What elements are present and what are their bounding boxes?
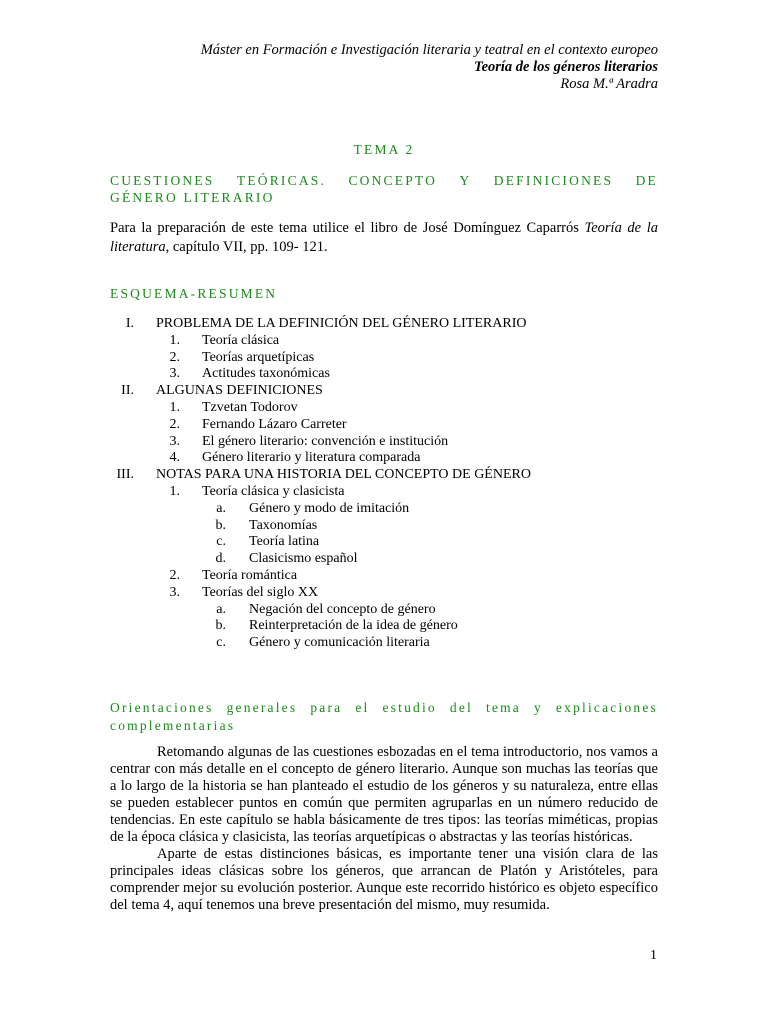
outline-item-text: Clasicismo español — [249, 551, 358, 567]
title-word: Y — [459, 173, 472, 188]
outline-item-number: 1. — [169, 332, 180, 348]
outline-item-text: Género y comunicación literaria — [249, 635, 430, 651]
outline-item-number: 4. — [169, 450, 180, 466]
body-paragraph-1: Retomando algunas de las cuestiones esbozadas en el tema introductorio, nos vamos a centrar con más detalle en el concepto de género literario. Aunque son muchas las teorías que a lo largo de la historia se han planteado el estudio de los géneros y su naturaleza, entre ellas se pueden establecer puntos en común que permiten agruparlas en un número reducido de tendencias. En este capítulo se habla básicamente de tres tipos: las teorías miméticas, propias de la época clásica y clasicista, las teorías arquetípicas o abstractas y las teorías históricas. — [110, 744, 658, 845]
outline-item-level-3 — [0, 550, 768, 567]
outline-item-text: El género literario: convención e institución — [202, 433, 449, 449]
outline-item-number: III. — [116, 467, 134, 483]
topic-title-line-2: GÉNERO LITERARIO — [110, 190, 275, 205]
outline-item-level-2 — [0, 449, 768, 466]
body-text — [110, 744, 658, 914]
page-header — [201, 42, 658, 93]
title-word: CUESTIONES — [110, 173, 215, 188]
outline-item-level-3 — [0, 617, 768, 634]
outline-item-text: Teorías del siglo XX — [202, 584, 319, 600]
guidelines-heading-line-2: complementarias — [110, 718, 236, 733]
topic-number: TEMA 2 — [353, 142, 415, 157]
body-paragraph-2: Aparte de estas distinciones básicas, es importante tener una visión clara de las principales ideas clásicas sobre los géneros, que arrancan de Platón y Aristóteles, para comprender mejor su evolución posterior. Aunque este recorrido histórico es objeto específico del tema 4, aquí tenemos una breve presentación del mismo, muy resumida. — [110, 846, 658, 913]
guidelines-word: generales — [226, 700, 298, 715]
outline-item-number: d. — [215, 551, 226, 567]
section-heading-summary: ESQUEMA-RESUMEN — [110, 286, 278, 301]
outline-item-level-2 — [0, 349, 768, 366]
outline-item-text: PROBLEMA DE LA DEFINICIÓN DEL GÉNERO LITERARIO — [156, 316, 527, 331]
outline-item-level-1 — [0, 466, 768, 483]
section-heading-guidelines — [110, 699, 658, 735]
outline-item-text: Actitudes taxonómicas — [202, 366, 330, 382]
outline-item-text: Teorías arquetípicas — [202, 349, 315, 365]
guidelines-heading-line-1 — [110, 699, 658, 717]
outline-item-number: a. — [216, 601, 226, 617]
outline-item-number: 2. — [169, 349, 180, 365]
outline-item-text: Negación del concepto de género — [249, 601, 436, 617]
title-word: CONCEPTO — [348, 173, 438, 188]
guidelines-word: estudio — [382, 700, 437, 715]
title-word: TEÓRICAS. — [236, 173, 327, 188]
header-subject: Teoría de los géneros literarios — [474, 59, 658, 75]
outline-item-text: Fernando Lázaro Carreter — [202, 416, 347, 432]
outline-item-number: b. — [215, 618, 226, 634]
outline-item-text: Tzvetan Todorov — [202, 400, 298, 415]
outline-item-level-1 — [0, 315, 768, 332]
intro-text-1: Para la preparación de este tema utilice el libro de José Domínguez Caparrós — [110, 220, 585, 236]
intro-paragraph — [110, 219, 658, 257]
outline-item-level-2 — [0, 365, 768, 382]
outline-item-level-3 — [0, 517, 768, 534]
outline-item-text: Teoría latina — [249, 534, 320, 550]
guidelines-word: y — [533, 700, 543, 715]
outline-item-number: 3. — [169, 584, 180, 600]
outline-item-text: Género literario y literatura comparada — [202, 450, 421, 466]
outline-item-level-2 — [0, 433, 768, 450]
page-number: 1 — [650, 948, 657, 963]
outline-item-level-2 — [0, 399, 768, 416]
outline-item-level-2 — [0, 483, 768, 500]
outline-item-number: a. — [216, 500, 226, 516]
outline-item-text: Género y modo de imitación — [249, 500, 410, 516]
outline-item-level-3 — [0, 634, 768, 651]
outline-item-level-3 — [0, 601, 768, 618]
outline-item-number: I. — [125, 316, 134, 331]
guidelines-word: explicaciones — [555, 700, 658, 715]
outline-item-level-2 — [0, 416, 768, 433]
outline-item-level-1 — [0, 382, 768, 399]
header-course: Máster en Formación e Investigación literaria y teatral en el contexto europeo — [200, 42, 658, 58]
topic-title — [110, 172, 658, 206]
outline-item-number: 3. — [169, 433, 180, 449]
outline-item-level-2 — [0, 332, 768, 349]
outline-item-number: b. — [215, 517, 226, 533]
outline-item-text: Teoría clásica y clasicista — [202, 484, 345, 499]
outline-item-text: Teoría clásica — [202, 332, 280, 348]
outline-item-number: c. — [216, 635, 226, 651]
outline-item-level-2 — [0, 567, 768, 584]
outline-item-level-3 — [0, 500, 768, 517]
outline-item-number: 2. — [169, 568, 180, 583]
outline-item-number: 1. — [169, 400, 180, 415]
outline-item-level-3 — [0, 533, 768, 550]
outline-item-number: II. — [121, 383, 134, 399]
outline-item-text: ALGUNAS DEFINICIONES — [156, 383, 323, 399]
outline-item-text: Taxonomías — [249, 517, 318, 533]
header-author: Rosa M.ª Aradra — [560, 76, 658, 92]
guidelines-word: del — [449, 700, 473, 715]
outline-item-text: Reinterpretación de la idea de género — [249, 618, 458, 634]
title-word: DE — [635, 173, 658, 188]
outline-item-number: c. — [216, 534, 226, 550]
intro-book-title: Teoría de la literatura — [110, 220, 658, 255]
title-word: DEFINICIONES — [493, 173, 614, 188]
guidelines-word: tema — [485, 700, 521, 715]
topic-title-line-1 — [110, 172, 658, 189]
outline-item-number: 1. — [169, 484, 180, 499]
outline-item-number: 3. — [169, 366, 180, 382]
guidelines-word: para — [310, 700, 343, 715]
guidelines-word: Orientaciones — [110, 700, 214, 715]
outline-item-text: Teoría romántica — [202, 568, 298, 583]
guidelines-word: el — [355, 700, 370, 715]
outline-item-text: NOTAS PARA UNA HISTORIA DEL CONCEPTO DE GÉNERO — [156, 467, 531, 483]
intro-text-2: , capítulo VII, pp. 109- 121. — [165, 239, 328, 255]
outline-item-number: 2. — [169, 416, 180, 432]
outline-item-level-2 — [0, 584, 768, 601]
